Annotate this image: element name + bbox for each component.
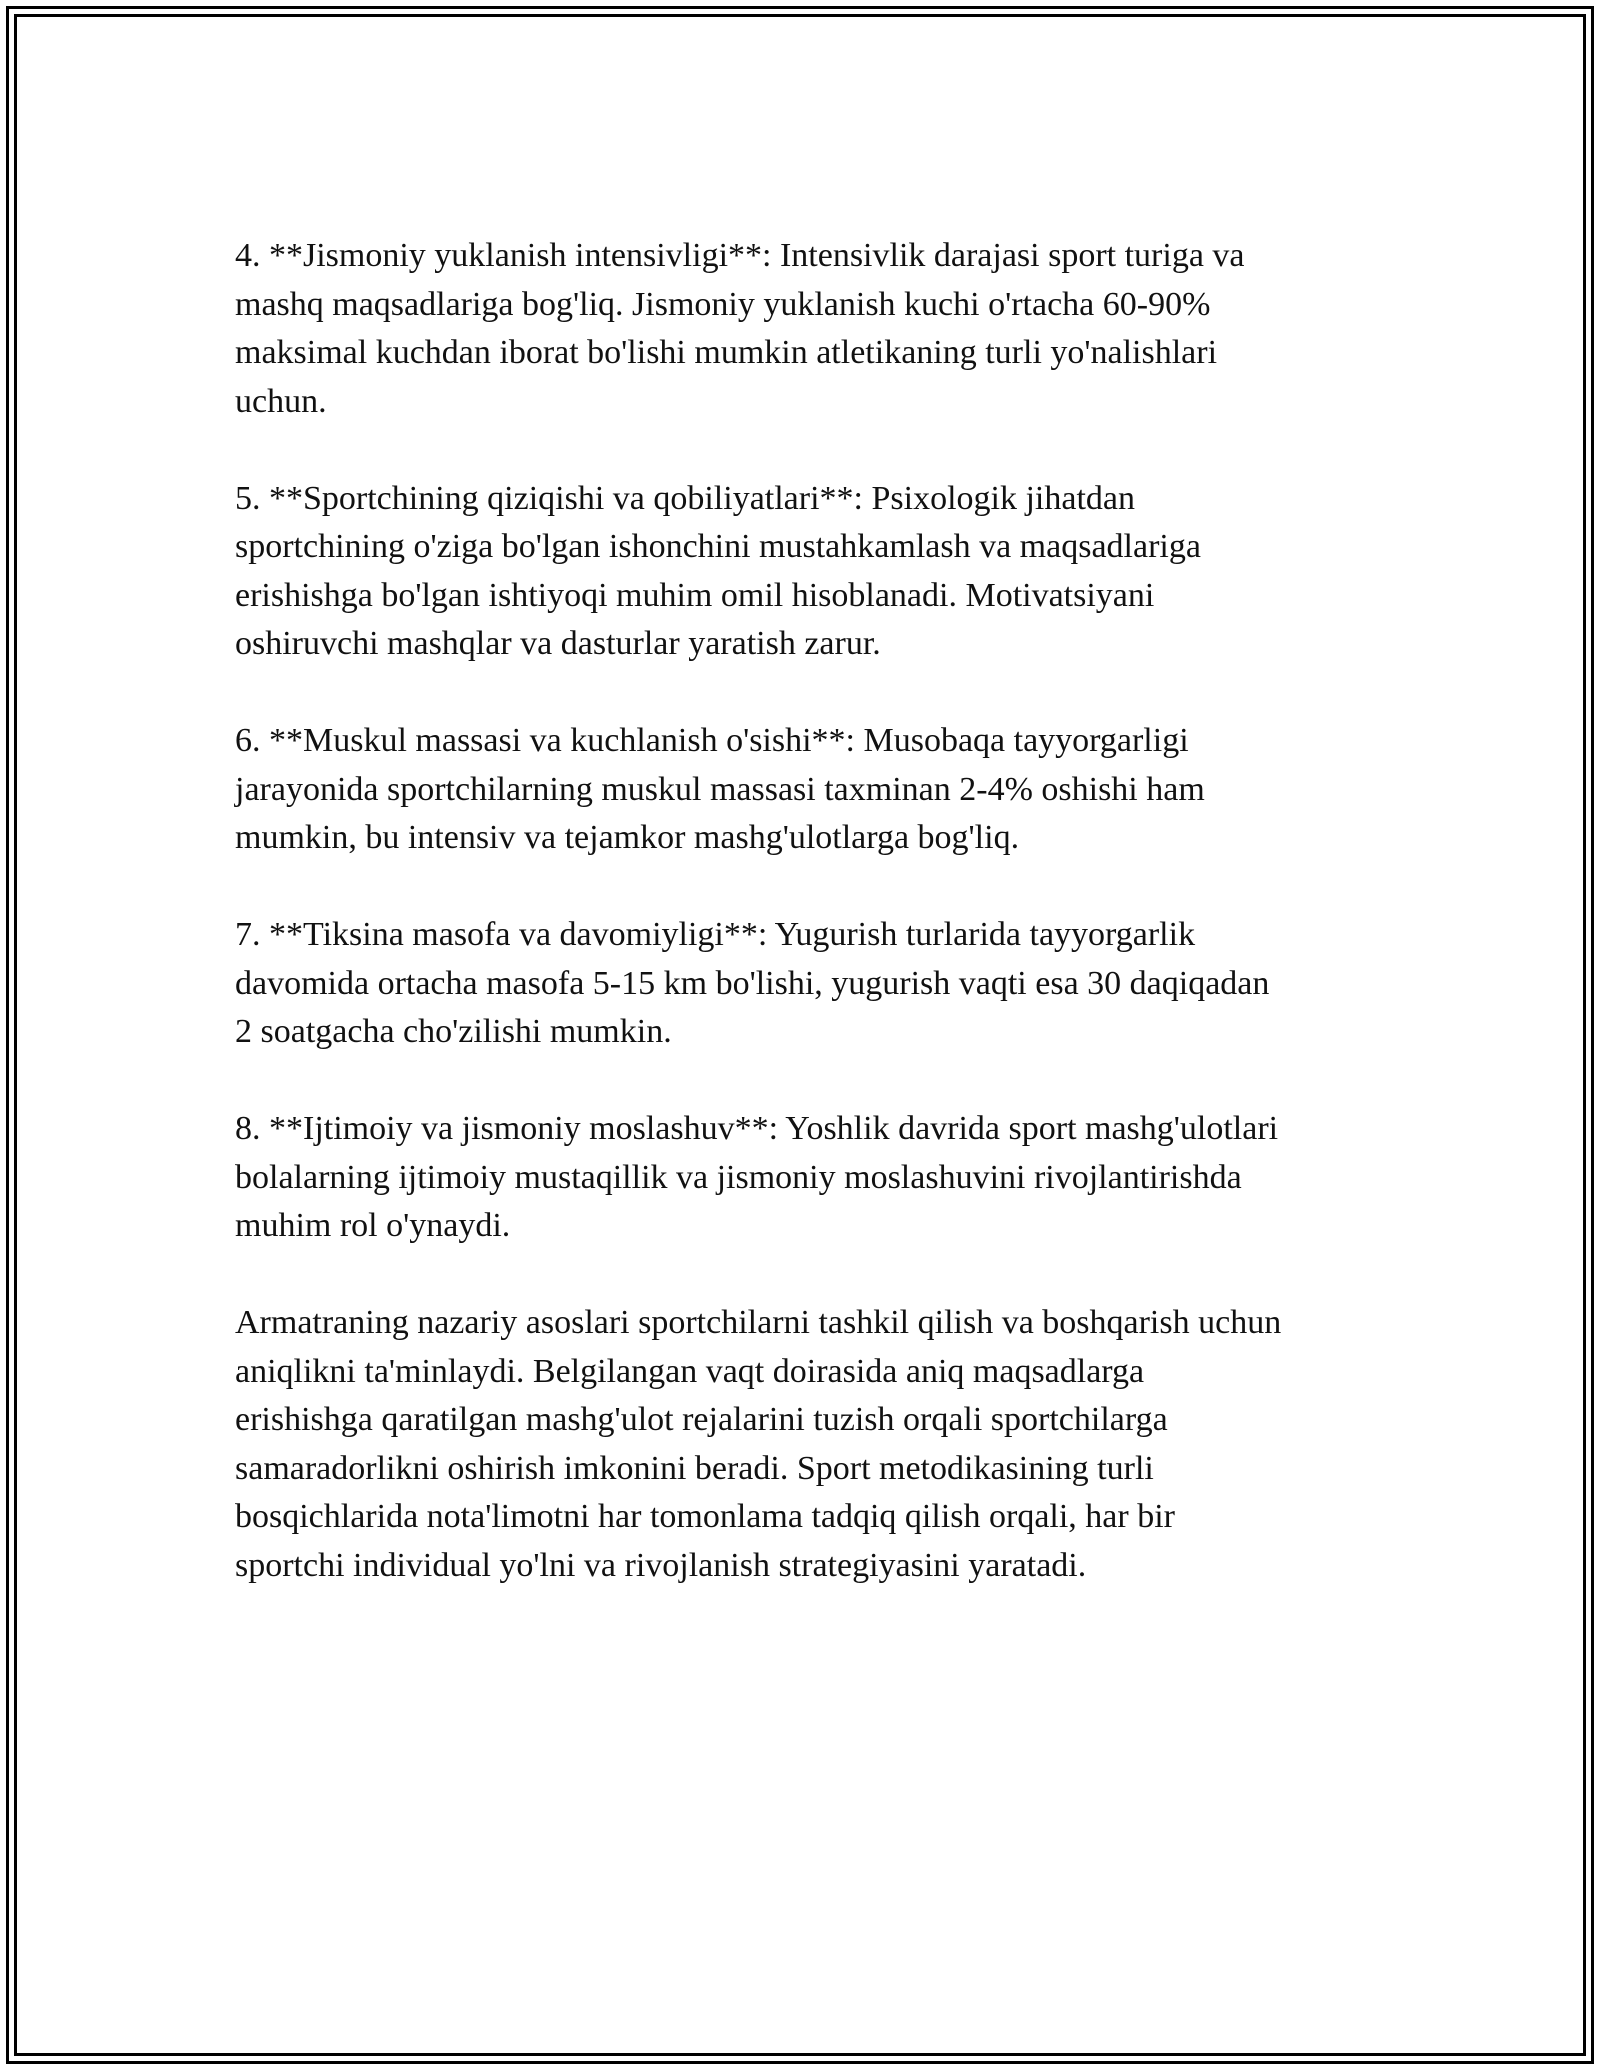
document-body bbox=[235, 232, 1375, 1590]
paragraph-item-6: 6. **Muskul massasi va kuchlanish o'sishi**: Musobaqa tayyorgarligi jarayonida sportchilarning muskul massasi taxminan 2-4% oshishi ham mumkin, bu intensiv va tejamkor mashg'ulotlarga bog'liq. bbox=[235, 722, 1205, 856]
paragraph-item-4: 4. **Jismoniy yuklanish intensivligi**: Intensivlik darajasi sport turiga va mashq maqsadlariga bog'liq. Jismoniy yuklanish kuchi o'rtacha 60-90% maksimal kuchdan iborat bo'lishi mumkin atletikaning turli yo'nalishlari uchun. bbox=[235, 237, 1245, 420]
paragraph-conclusion: Armatraning nazariy asoslari sportchilarni tashkil qilish va boshqarish uchun aniqlikni ta'minlaydi. Belgilangan vaqt doirasida aniq maqsadlarga erishishga qaratilgan mashg'ulot rejalarini tuzish orqali sportchilarga samaradorlikni oshirish imkonini beradi. Sport metodikasining turli bosqichlarida nota'limotni har tomonlama tadqiq qilish orqali, har bir sportchi individual yo'lni va rivojlanish strategiyasini yaratadi. bbox=[235, 1304, 1282, 1584]
paragraph-item-8: 8. **Ijtimoiy va jismoniy moslashuv**: Yoshlik davrida sport mashg'ulotlari bolalarning ijtimoiy mustaqillik va jismoniy moslashuvini rivojlantirishda muhim rol o'ynaydi. bbox=[235, 1110, 1279, 1244]
paragraph-item-5: 5. **Sportchining qiziqishi va qobiliyatlari**: Psixologik jihatdan sportchining o'ziga bo'lgan ishonchini mustahkamlash va maqsadlariga erishishga bo'lgan ishtiyoqi muhim omil hisoblanadi. Motivatsiyani oshiruvchi mashqlar va dasturlar yaratish zarur. bbox=[235, 479, 1201, 662]
paragraph-item-7: 7. **Tiksina masofa va davomiyligi**: Yugurish turlarida tayyorgarlik davomida ortacha masofa 5-15 km bo'lishi, yugurish vaqti esa 30 daqiqadan 2 soatgacha cho'zilishi mumkin. bbox=[235, 916, 1270, 1050]
